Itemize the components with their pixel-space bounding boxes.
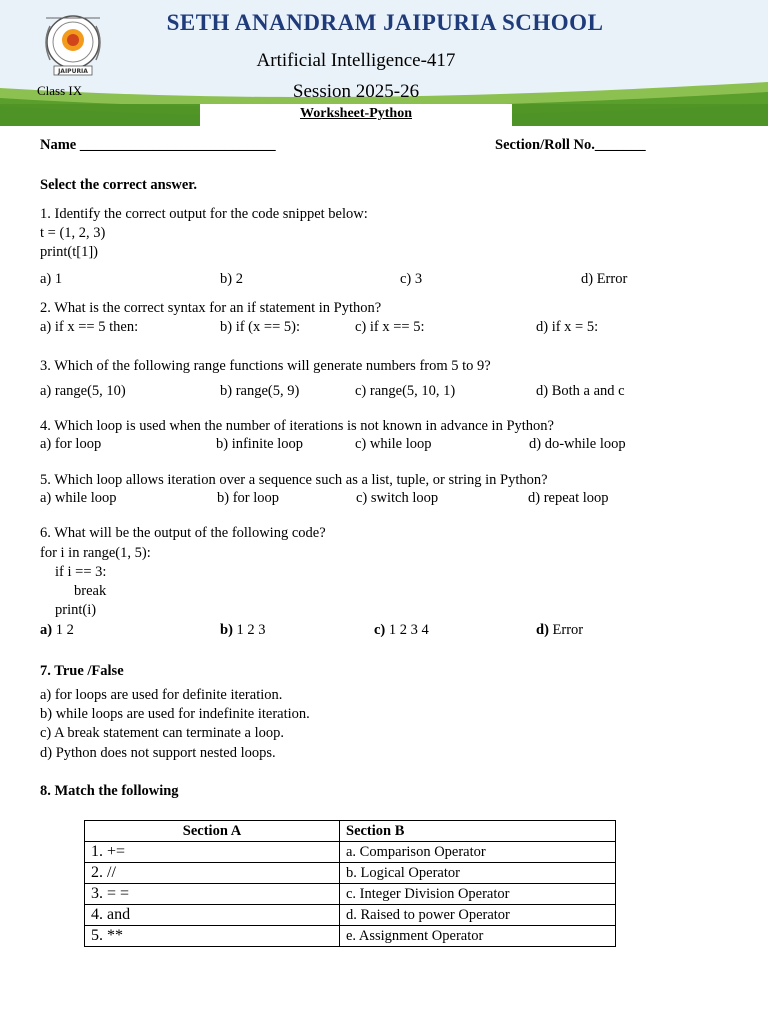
- q7-statement: d) Python does not support nested loops.: [40, 745, 276, 761]
- q2-option-a: a) if x == 5 then:: [40, 319, 139, 335]
- column-header-section-a: Section A: [85, 821, 340, 842]
- q6-code-line: print(i): [55, 602, 97, 618]
- q6-option-text: 1 2 3 4: [385, 622, 429, 638]
- q6-option-text: Error: [548, 622, 584, 638]
- q2-option-b: b) if (x == 5):: [220, 319, 300, 335]
- q5-option-c: c) switch loop: [356, 490, 439, 506]
- q1-option-b: b) 2: [220, 271, 243, 287]
- q5-option-d: d) repeat loop: [528, 490, 609, 506]
- subject-title: Artificial Intelligence-417: [256, 50, 456, 71]
- q6-option-text: 1 2 3: [232, 622, 266, 638]
- q5-option-a: a) while loop: [40, 490, 117, 506]
- instruction: Select the correct answer.: [40, 177, 198, 193]
- section-b-cell: a. Comparison Operator: [340, 842, 616, 863]
- q6-option-letter: c): [374, 622, 386, 638]
- q4-option-c: c) while loop: [355, 436, 432, 452]
- section-a-cell: 2. //: [85, 863, 340, 884]
- section-b-cell: d. Raised to power Operator: [340, 905, 616, 926]
- school-name: SETH ANANDRAM JAIPURIA SCHOOL: [166, 10, 604, 35]
- school-logo: [34, 8, 112, 80]
- q2-question: 2. What is the correct syntax for an if statement in Python?: [40, 300, 382, 316]
- q1-code-line: t = (1, 2, 3): [40, 225, 106, 241]
- q6-option-d: [536, 621, 583, 639]
- table-header-row: [85, 821, 616, 842]
- q3-question: 3. Which of the following range functions will generate numbers from 5 to 9?: [40, 358, 491, 374]
- q1-question: 1. Identify the correct output for the code snippet below:: [40, 206, 368, 222]
- logo-text: JAIPURIA: [58, 68, 88, 75]
- section-a-cell: 1. +=: [85, 842, 340, 863]
- q6-question: 6. What will be the output of the following code?: [40, 525, 326, 541]
- q3-option-c: c) range(5, 10, 1): [355, 383, 456, 399]
- table-row: [85, 926, 616, 947]
- session-title: Session 2025-26: [292, 81, 420, 102]
- section-a-cell: 4. and: [85, 905, 340, 926]
- table-row: [85, 863, 616, 884]
- page-header: [0, 0, 768, 126]
- q6-option-text: 1 2: [52, 622, 74, 638]
- section-a-cell: 5. **: [85, 926, 340, 947]
- class-label: Class IX: [37, 83, 83, 98]
- name-field-label: Name ___________________________: [40, 137, 276, 153]
- q5-question: 5. Which loop allows iteration over a sequence such as a list, tuple, or string in Python?: [40, 472, 548, 488]
- q7-title: 7. True /False: [40, 663, 124, 679]
- q6-code-line: if i == 3:: [55, 564, 107, 580]
- q1-option-d: d) Error: [581, 271, 628, 287]
- q6-option-c: [374, 621, 429, 639]
- worksheet-title: Worksheet-Python: [300, 106, 412, 121]
- q6-option-b: [220, 621, 266, 639]
- q2-option-d: d) if x = 5:: [536, 319, 599, 335]
- section-b-cell: e. Assignment Operator: [340, 926, 616, 947]
- q5-option-b: b) for loop: [217, 490, 280, 506]
- q3-option-d: d) Both a and c: [536, 383, 625, 399]
- q3-option-a: a) range(5, 10): [40, 383, 126, 399]
- match-table: [84, 820, 616, 947]
- q1-option-c: c) 3: [400, 271, 423, 287]
- q7-statement: b) while loops are used for indefinite iteration.: [40, 706, 310, 722]
- q6-code-line: break: [74, 583, 107, 599]
- section-roll-label: Section/Roll No._______: [495, 137, 646, 153]
- q6-code-line: for i in range(1, 5):: [40, 545, 151, 561]
- q7-statement: a) for loops are used for definite iteration.: [40, 687, 283, 703]
- q6-option-a: [40, 621, 74, 639]
- q1-option-a: a) 1: [40, 271, 63, 287]
- section-b-cell: b. Logical Operator: [340, 863, 616, 884]
- q6-option-letter: b): [220, 622, 233, 638]
- q2-option-c: c) if x == 5:: [355, 319, 425, 335]
- q8-title: 8. Match the following: [40, 783, 179, 799]
- q7-statement: c) A break statement can terminate a loop.: [40, 725, 284, 741]
- table-row: [85, 905, 616, 926]
- q4-question: 4. Which loop is used when the number of iterations is not known in advance in Python?: [40, 418, 554, 434]
- q4-option-a: a) for loop: [40, 436, 102, 452]
- q6-option-letter: a): [40, 622, 53, 638]
- q4-option-b: b) infinite loop: [216, 436, 303, 452]
- table-row: [85, 884, 616, 905]
- section-a-cell: 3. = =: [85, 884, 340, 905]
- q4-option-d: d) do-while loop: [529, 436, 626, 452]
- q1-code-line: print(t[1]): [40, 244, 98, 260]
- table-row: [85, 842, 616, 863]
- column-header-section-b: Section B: [340, 821, 616, 842]
- q6-option-letter: d): [536, 622, 549, 638]
- q3-option-b: b) range(5, 9): [220, 383, 300, 399]
- section-b-cell: c. Integer Division Operator: [340, 884, 616, 905]
